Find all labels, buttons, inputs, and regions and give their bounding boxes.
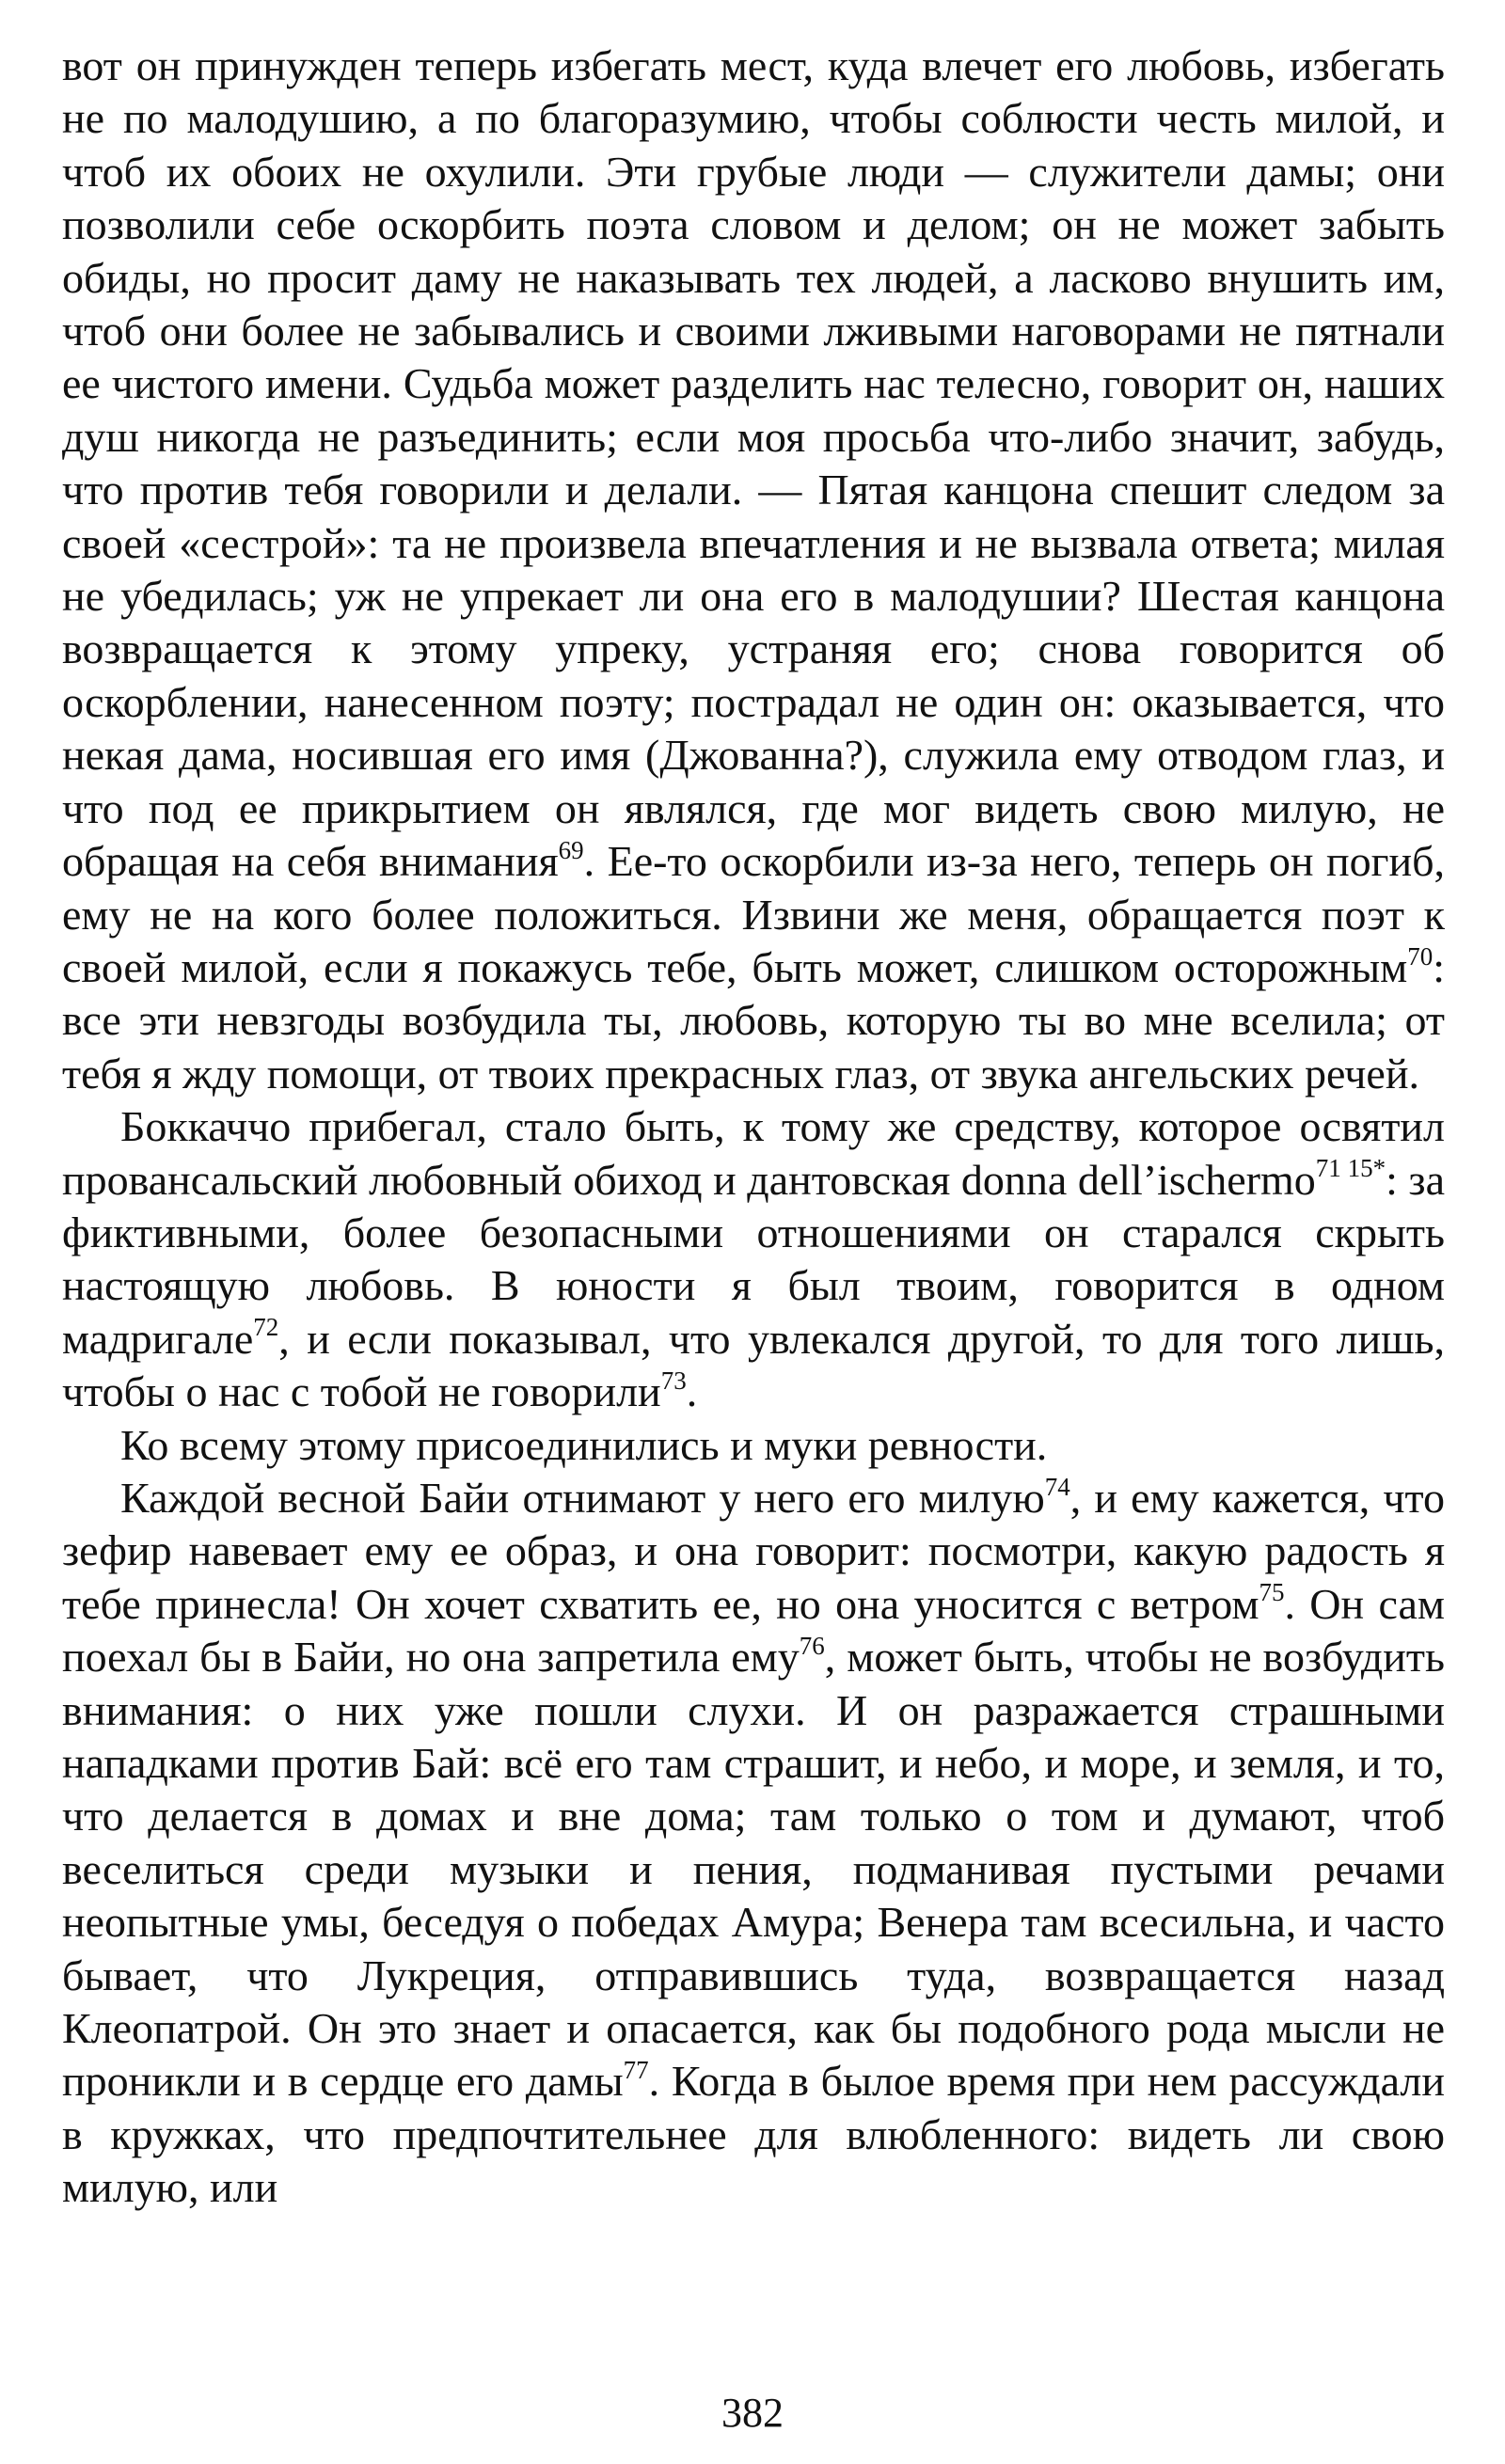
paragraph — [62, 39, 1445, 1100]
text-run: : за фиктивными, более безопасными отношениями он старался скрыть настоящую любовь. В юности я был твоим, говорится в одном мадригале — [62, 1155, 1446, 1363]
footnote-marker: 74 — [1044, 1472, 1070, 1501]
page-number: 382 — [721, 2390, 784, 2436]
footnote-marker: 73 — [660, 1366, 687, 1395]
footnote-marker: 76 — [799, 1631, 825, 1660]
text-run: вот он принужден теперь избегать мест, куда влечет его любовь, избегать не по малодушию, а по благоразумию, чтобы соблюсти честь милой, и чтоб их обоих не охулили. Эти грубые люди — служители дамы; они позволили себе оскорбить поэта словом и делом; он не может забыть обиды, но просит даму не наказывать тех людей, а ласково внушить им, чтоб они более не забывались и своими лживыми наговорами не пятнали ее чистого имени. Судьба может разделить нас телесно, говорит он, наших душ никогда не разъединить; если моя просьба что-либо значит, забудь, что против тебя говорили и делали. — Пятая канцона спешит следом за своей «сестрой»: та не произвела впечатления и не вызвала ответа; милая не убедилась; уж не упрекает ли она его в малодушии? Шестая канцона возвращается к этому упреку, устраняя его; снова говорится об оскорблении, нанесенном поэту; пострадал не один он: оказывается, что некая дама, носившая его имя (Джованна?), служила ему отводом глаз, и что под ее прикрытием он являлся, где мог видеть свою милую, не обращая на себя внимания — [62, 41, 1445, 886]
text-run: , и ему кажется, что зефир навевает ему ее образ, и она говорит: посмотри, какую радость я тебе принесла! Он хочет схватить ее, но она уносится с ветром — [62, 1473, 1445, 1628]
text-run: . — [686, 1367, 698, 1416]
text-run: Ко всему этому присоединились и муки ревности. — [120, 1420, 1048, 1469]
text-run: Боккаччо прибегал, стало быть, к тому же средству, которое освятил провансальский любовный обиход и дантовская donna dell’ischermo — [62, 1102, 1445, 1204]
footnote-marker: 71 15* — [1315, 1154, 1386, 1183]
footnote-marker: 77 — [623, 2056, 649, 2085]
footnote-marker: 72 — [253, 1313, 279, 1342]
text-run: : все эти невзгоды возбудила ты, любовь, которую ты во мне вселила; от тебя я жду помощи, от твоих прекрасных глаз, от звука ангельских речей. — [62, 942, 1445, 1098]
footnote-marker: 69 — [558, 835, 584, 864]
text-run: Каждой весной Байи отнимают у него его милую — [120, 1473, 1045, 1522]
footnote-marker: 75 — [1259, 1578, 1285, 1607]
text-run: , и если показывал, что увлекался другой, то для того лишь, чтобы о нас с тобой не говорили — [62, 1314, 1445, 1416]
footnote-marker: 70 — [1407, 941, 1434, 971]
text-run: . Когда в былое время при нем рассуждали в кружках, что предпочтительнее для влюбленного: видеть ли свою милую, или — [62, 2057, 1446, 2212]
page-text — [62, 39, 1445, 2372]
paragraph — [62, 1419, 1445, 1472]
paragraph — [62, 1100, 1445, 1418]
text-run: . Он сам поехал бы в Байи, но она запретила ему — [62, 1579, 1445, 1682]
paragraph — [62, 1472, 1445, 2215]
text-run: . Ее-то оскорбили из-за него, теперь он погиб, ему не на кого более положиться. Извини же меня, обращается поэт к своей милой, если я покажусь тебе, быть может, слишком осторожным — [62, 837, 1445, 991]
text-run: , может быть, чтобы не возбудить внимания: о них уже пошли слухи. И он разражается страшными нападками против Бай: всё его там страшит, и небо, и море, и земля, и то, что делается в домах и вне дома; там только о том и думают, чтоб веселиться среди музыки и пения, подманивая пустыми речами неопытные умы, беседуя о победах Амура; Венера там всесильна, и часто бывает, что Лукреция, отправившись туда, возвращается назад Клеопатрой. Он это знает и опасается, как бы подобного рода мысли не проникли и в сердце его дамы — [62, 1633, 1445, 2106]
